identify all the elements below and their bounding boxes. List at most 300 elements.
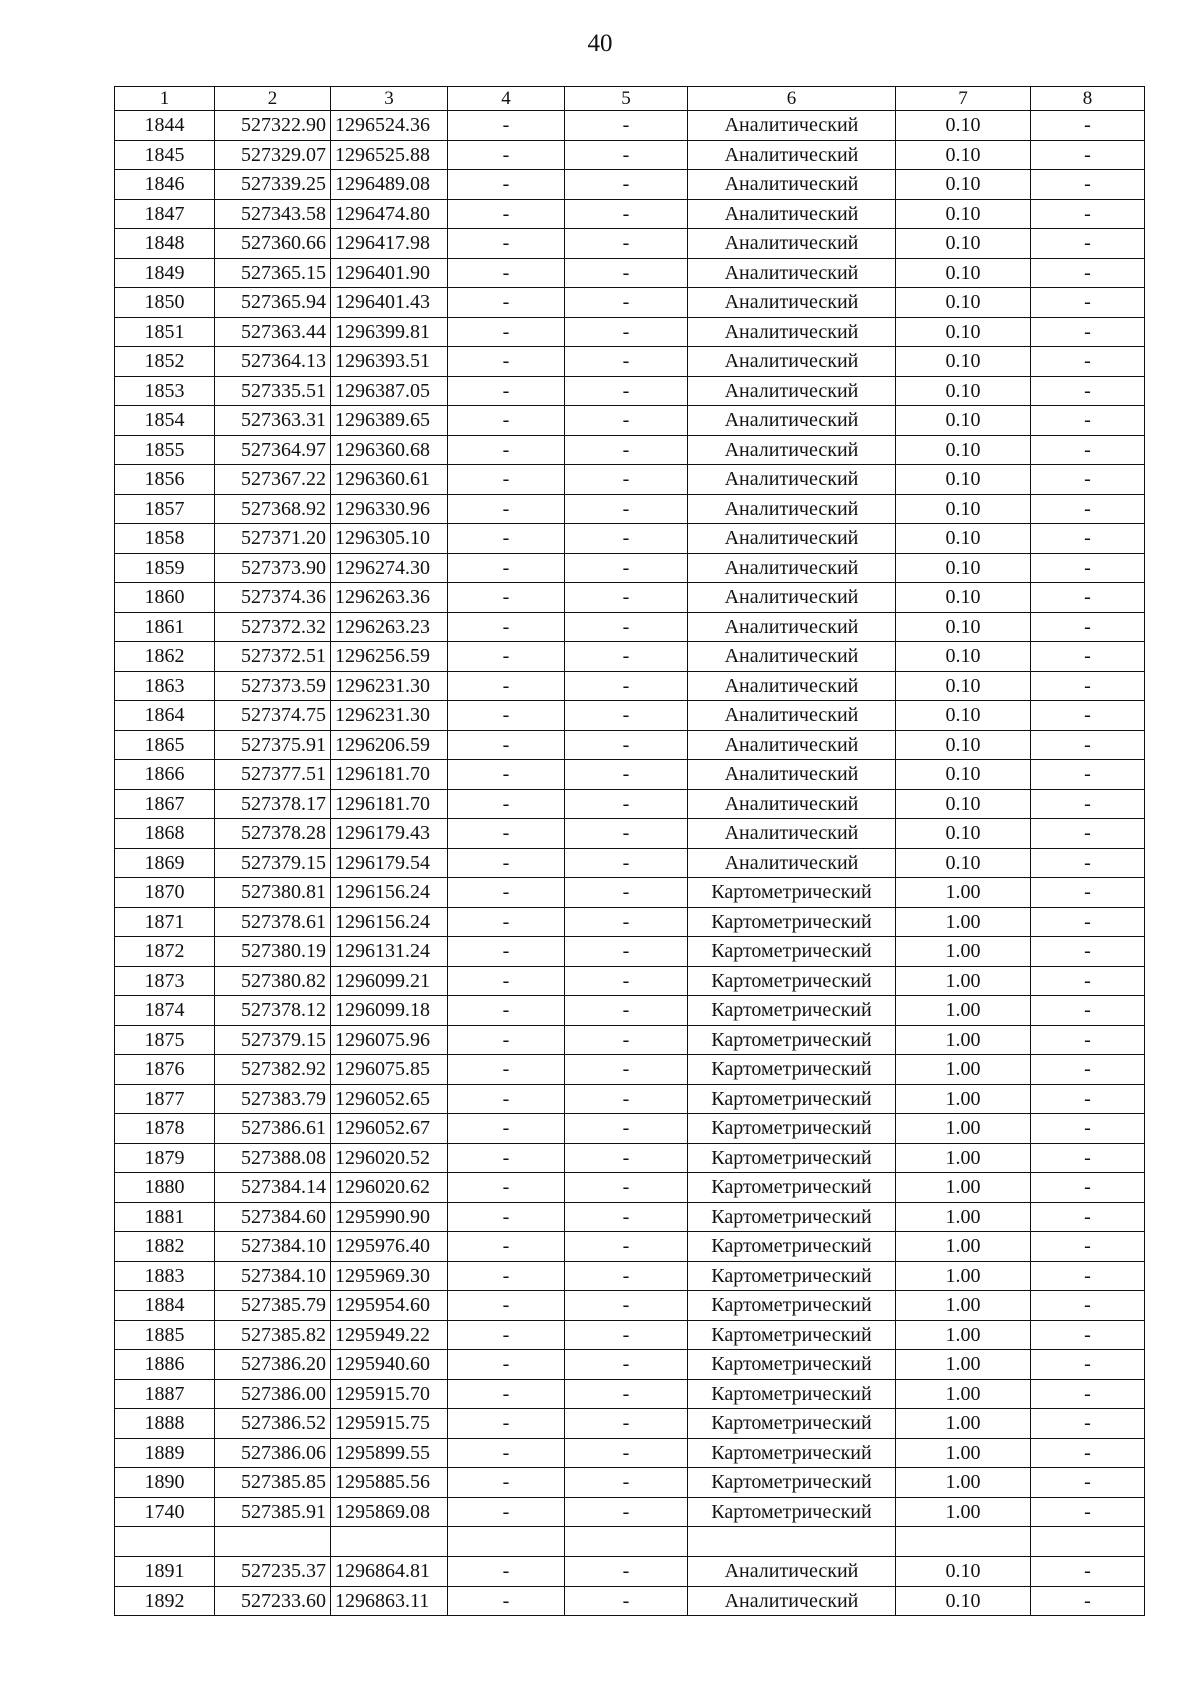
accuracy-cell: 1.00 <box>896 1114 1031 1144</box>
point-number-cell: 1878 <box>115 1114 215 1144</box>
column-8-cell: - <box>1031 288 1145 318</box>
column-5-cell: - <box>565 907 688 937</box>
column-8-cell: - <box>1031 996 1145 1026</box>
accuracy-cell: 0.10 <box>896 111 1031 141</box>
column-5-cell: - <box>565 878 688 908</box>
column-5-cell: - <box>565 376 688 406</box>
column-4-cell: - <box>448 1232 565 1262</box>
column-4-cell: - <box>448 199 565 229</box>
method-cell: Картометрический <box>688 1261 896 1291</box>
y-coordinate-cell: 1296399.81 <box>331 317 448 347</box>
column-8-cell: - <box>1031 435 1145 465</box>
table-row <box>115 1055 1145 1085</box>
table-row <box>115 524 1145 554</box>
accuracy-cell: 0.10 <box>896 701 1031 731</box>
point-number-cell: 1861 <box>115 612 215 642</box>
table-row <box>115 465 1145 495</box>
accuracy-cell: 0.10 <box>896 170 1031 200</box>
y-coordinate-cell: 1295940.60 <box>331 1350 448 1380</box>
column-8-cell: - <box>1031 701 1145 731</box>
accuracy-cell: 0.10 <box>896 524 1031 554</box>
column-4-cell: - <box>448 1438 565 1468</box>
column-8-cell: - <box>1031 199 1145 229</box>
point-number-cell: 1845 <box>115 140 215 170</box>
table-row <box>115 258 1145 288</box>
table-row <box>115 1173 1145 1203</box>
method-cell: Картометрический <box>688 1291 896 1321</box>
accuracy-cell: 0.10 <box>896 612 1031 642</box>
point-number-cell: 1886 <box>115 1350 215 1380</box>
y-coordinate-cell: 1296020.52 <box>331 1143 448 1173</box>
point-number-cell: 1855 <box>115 435 215 465</box>
x-coordinate-cell: 527322.90 <box>215 111 331 141</box>
method-cell: Аналитический <box>688 317 896 347</box>
column-8-cell: - <box>1031 1409 1145 1439</box>
y-coordinate-cell: 1296052.67 <box>331 1114 448 1144</box>
point-number-cell: 1875 <box>115 1025 215 1055</box>
column-8-cell: - <box>1031 789 1145 819</box>
column-header: 4 <box>448 87 565 111</box>
point-number-cell: 1856 <box>115 465 215 495</box>
column-4-cell: - <box>448 701 565 731</box>
method-cell: Аналитический <box>688 347 896 377</box>
accuracy-cell: 0.10 <box>896 258 1031 288</box>
y-coordinate-cell: 1296401.90 <box>331 258 448 288</box>
table-row <box>115 878 1145 908</box>
column-4-cell: - <box>448 258 565 288</box>
column-5-cell: - <box>565 140 688 170</box>
column-5-cell: - <box>565 1379 688 1409</box>
column-8-cell: - <box>1031 907 1145 937</box>
x-coordinate-cell: 527365.94 <box>215 288 331 318</box>
table-row <box>115 996 1145 1026</box>
column-4-cell: - <box>448 671 565 701</box>
method-cell: Аналитический <box>688 140 896 170</box>
accuracy-cell: 0.10 <box>896 789 1031 819</box>
column-8-cell: - <box>1031 465 1145 495</box>
table-row <box>115 1527 1145 1557</box>
accuracy-cell: 0.10 <box>896 583 1031 613</box>
y-coordinate-cell: 1296524.36 <box>331 111 448 141</box>
column-4-cell: - <box>448 848 565 878</box>
point-number-cell: 1858 <box>115 524 215 554</box>
column-5-cell: - <box>565 671 688 701</box>
point-number-cell: 1862 <box>115 642 215 672</box>
point-number-cell: 1876 <box>115 1055 215 1085</box>
method-cell: Аналитический <box>688 642 896 672</box>
accuracy-cell: 0.10 <box>896 1586 1031 1616</box>
x-coordinate-cell: 527373.59 <box>215 671 331 701</box>
column-5-cell: - <box>565 1468 688 1498</box>
table-row <box>115 347 1145 377</box>
column-5-cell: - <box>565 1557 688 1587</box>
column-5-cell: - <box>565 996 688 1026</box>
column-8-cell: - <box>1031 229 1145 259</box>
x-coordinate-cell: 527380.81 <box>215 878 331 908</box>
accuracy-cell: 1.00 <box>896 1261 1031 1291</box>
method-cell: Аналитический <box>688 760 896 790</box>
y-coordinate-cell: 1296206.59 <box>331 730 448 760</box>
point-number-cell: 1884 <box>115 1291 215 1321</box>
accuracy-cell: 1.00 <box>896 1468 1031 1498</box>
column-4-cell: - <box>448 1320 565 1350</box>
column-5-cell: - <box>565 406 688 436</box>
table-row <box>115 1320 1145 1350</box>
x-coordinate-cell: 527368.92 <box>215 494 331 524</box>
accuracy-cell: 0.10 <box>896 347 1031 377</box>
x-coordinate-cell: 527385.79 <box>215 1291 331 1321</box>
accuracy-cell: 1.00 <box>896 1025 1031 1055</box>
accuracy-cell: 1.00 <box>896 1350 1031 1380</box>
y-coordinate-cell: 1296393.51 <box>331 347 448 377</box>
column-5-cell: - <box>565 229 688 259</box>
x-coordinate-cell: 527384.10 <box>215 1261 331 1291</box>
column-8-cell: - <box>1031 1173 1145 1203</box>
column-4-cell: - <box>448 642 565 672</box>
column-8-cell: - <box>1031 760 1145 790</box>
x-coordinate-cell: 527235.37 <box>215 1557 331 1587</box>
point-number-cell: 1867 <box>115 789 215 819</box>
column-5-cell: - <box>565 1173 688 1203</box>
method-cell: Аналитический <box>688 199 896 229</box>
point-number-cell: 1740 <box>115 1497 215 1527</box>
column-8-cell: - <box>1031 1586 1145 1616</box>
point-number-cell: 1860 <box>115 583 215 613</box>
y-coordinate-cell: 1295949.22 <box>331 1320 448 1350</box>
point-number-cell: 1889 <box>115 1438 215 1468</box>
table-row <box>115 1468 1145 1498</box>
column-4-cell: - <box>448 878 565 908</box>
column-4-cell: - <box>448 1497 565 1527</box>
column-4-cell: - <box>448 1202 565 1232</box>
accuracy-cell: 1.00 <box>896 1320 1031 1350</box>
point-number-cell: 1877 <box>115 1084 215 1114</box>
column-8-cell: - <box>1031 583 1145 613</box>
x-coordinate-cell: 527386.00 <box>215 1379 331 1409</box>
y-coordinate-cell: 1296156.24 <box>331 878 448 908</box>
accuracy-cell: 0.10 <box>896 819 1031 849</box>
table-row <box>115 1025 1145 1055</box>
column-8-cell: - <box>1031 1291 1145 1321</box>
x-coordinate-cell: 527386.20 <box>215 1350 331 1380</box>
column-5-cell: - <box>565 524 688 554</box>
method-cell: Аналитический <box>688 553 896 583</box>
table-row <box>115 1291 1145 1321</box>
accuracy-cell: 0.10 <box>896 435 1031 465</box>
point-number-cell: 1881 <box>115 1202 215 1232</box>
table-row <box>115 170 1145 200</box>
column-5-cell: - <box>565 317 688 347</box>
y-coordinate-cell: 1296256.59 <box>331 642 448 672</box>
column-5-cell: - <box>565 1438 688 1468</box>
method-cell: Картометрический <box>688 1232 896 1262</box>
accuracy-cell: 1.00 <box>896 1055 1031 1085</box>
point-number-cell: 1885 <box>115 1320 215 1350</box>
column-4-cell: - <box>448 317 565 347</box>
method-cell: Аналитический <box>688 494 896 524</box>
y-coordinate-cell: 1295954.60 <box>331 1291 448 1321</box>
column-5-cell: - <box>565 1409 688 1439</box>
table-row <box>115 199 1145 229</box>
accuracy-cell: 1.00 <box>896 1173 1031 1203</box>
x-coordinate-cell: 527379.15 <box>215 848 331 878</box>
table-row <box>115 848 1145 878</box>
point-number-cell: 1849 <box>115 258 215 288</box>
y-coordinate-cell: 1296305.10 <box>331 524 448 554</box>
column-4-cell: - <box>448 760 565 790</box>
column-4-cell: - <box>448 1350 565 1380</box>
accuracy-cell: 0.10 <box>896 229 1031 259</box>
x-coordinate-cell: 527363.31 <box>215 406 331 436</box>
column-8-cell: - <box>1031 848 1145 878</box>
x-coordinate-cell: 527384.14 <box>215 1173 331 1203</box>
accuracy-cell: 1.00 <box>896 1084 1031 1114</box>
accuracy-cell: 0.10 <box>896 406 1031 436</box>
column-4-cell: - <box>448 1114 565 1144</box>
column-5-cell: - <box>565 937 688 967</box>
point-number-cell: 1857 <box>115 494 215 524</box>
column-4-cell: - <box>448 170 565 200</box>
y-coordinate-cell: 1295969.30 <box>331 1261 448 1291</box>
accuracy-cell: 1.00 <box>896 1409 1031 1439</box>
x-coordinate-cell: 527372.51 <box>215 642 331 672</box>
column-4-cell: - <box>448 553 565 583</box>
column-5-cell: - <box>565 1025 688 1055</box>
point-number-cell: 1892 <box>115 1586 215 1616</box>
accuracy-cell: 1.00 <box>896 1291 1031 1321</box>
point-number-cell: 1891 <box>115 1557 215 1587</box>
y-coordinate-cell: 1296156.24 <box>331 907 448 937</box>
point-number-cell: 1864 <box>115 701 215 731</box>
x-coordinate-cell: 527364.97 <box>215 435 331 465</box>
column-5-cell: - <box>565 1291 688 1321</box>
column-5-cell: - <box>565 258 688 288</box>
column-8-cell: - <box>1031 1025 1145 1055</box>
point-number-cell: 1868 <box>115 819 215 849</box>
point-number-cell: 1874 <box>115 996 215 1026</box>
point-number-cell: 1888 <box>115 1409 215 1439</box>
point-number-cell: 1870 <box>115 878 215 908</box>
y-coordinate-cell: 1296387.05 <box>331 376 448 406</box>
method-cell: Аналитический <box>688 170 896 200</box>
column-8-cell: - <box>1031 878 1145 908</box>
accuracy-cell <box>896 1527 1031 1557</box>
y-coordinate-cell: 1296099.18 <box>331 996 448 1026</box>
column-8-cell: - <box>1031 1379 1145 1409</box>
table-row <box>115 671 1145 701</box>
method-cell: Аналитический <box>688 258 896 288</box>
accuracy-cell: 1.00 <box>896 937 1031 967</box>
accuracy-cell: 0.10 <box>896 730 1031 760</box>
table-row <box>115 1409 1145 1439</box>
x-coordinate-cell: 527374.75 <box>215 701 331 731</box>
method-cell: Картометрический <box>688 1350 896 1380</box>
method-cell: Картометрический <box>688 1497 896 1527</box>
accuracy-cell: 0.10 <box>896 642 1031 672</box>
column-4-cell: - <box>448 1468 565 1498</box>
x-coordinate-cell: 527380.82 <box>215 966 331 996</box>
column-5-cell: - <box>565 612 688 642</box>
column-5-cell: - <box>565 553 688 583</box>
table-row <box>115 1084 1145 1114</box>
x-coordinate-cell: 527374.36 <box>215 583 331 613</box>
point-number-cell: 1854 <box>115 406 215 436</box>
x-coordinate-cell: 527388.08 <box>215 1143 331 1173</box>
method-cell: Аналитический <box>688 1557 896 1587</box>
y-coordinate-cell: 1296863.11 <box>331 1586 448 1616</box>
column-4-cell: - <box>448 1379 565 1409</box>
column-5-cell: - <box>565 1084 688 1114</box>
y-coordinate-cell: 1295869.08 <box>331 1497 448 1527</box>
table-row <box>115 140 1145 170</box>
column-5-cell: - <box>565 583 688 613</box>
column-4-cell: - <box>448 406 565 436</box>
table-row <box>115 1261 1145 1291</box>
column-8-cell: - <box>1031 347 1145 377</box>
accuracy-cell: 1.00 <box>896 878 1031 908</box>
y-coordinate-cell: 1295915.70 <box>331 1379 448 1409</box>
table-row <box>115 937 1145 967</box>
point-number-cell: 1863 <box>115 671 215 701</box>
method-cell: Аналитический <box>688 583 896 613</box>
x-coordinate-cell: 527377.51 <box>215 760 331 790</box>
x-coordinate-cell: 527364.13 <box>215 347 331 377</box>
column-8-cell: - <box>1031 406 1145 436</box>
column-5-cell <box>565 1527 688 1557</box>
method-cell: Аналитический <box>688 789 896 819</box>
column-4-cell: - <box>448 140 565 170</box>
method-cell: Аналитический <box>688 288 896 318</box>
column-header: 1 <box>115 87 215 111</box>
table-row <box>115 907 1145 937</box>
point-number-cell: 1890 <box>115 1468 215 1498</box>
column-8-cell: - <box>1031 1557 1145 1587</box>
column-4-cell: - <box>448 1291 565 1321</box>
method-cell: Картометрический <box>688 1438 896 1468</box>
x-coordinate-cell: 527378.28 <box>215 819 331 849</box>
table-row <box>115 406 1145 436</box>
point-number-cell <box>115 1527 215 1557</box>
method-cell: Аналитический <box>688 524 896 554</box>
column-8-cell: - <box>1031 730 1145 760</box>
y-coordinate-cell: 1296864.81 <box>331 1557 448 1587</box>
x-coordinate-cell: 527339.25 <box>215 170 331 200</box>
accuracy-cell: 1.00 <box>896 966 1031 996</box>
x-coordinate-cell: 527383.79 <box>215 1084 331 1114</box>
column-4-cell: - <box>448 229 565 259</box>
method-cell: Аналитический <box>688 671 896 701</box>
column-4-cell: - <box>448 1586 565 1616</box>
table-row <box>115 1497 1145 1527</box>
point-number-cell: 1871 <box>115 907 215 937</box>
table-row <box>115 583 1145 613</box>
table-row <box>115 1557 1145 1587</box>
table-row <box>115 1379 1145 1409</box>
y-coordinate-cell: 1296020.62 <box>331 1173 448 1203</box>
column-header: 3 <box>331 87 448 111</box>
column-8-cell: - <box>1031 937 1145 967</box>
method-cell: Аналитический <box>688 376 896 406</box>
y-coordinate-cell: 1296179.54 <box>331 848 448 878</box>
accuracy-cell: 1.00 <box>896 1438 1031 1468</box>
column-4-cell: - <box>448 937 565 967</box>
accuracy-cell: 0.10 <box>896 465 1031 495</box>
y-coordinate-cell: 1296181.70 <box>331 789 448 819</box>
column-5-cell: - <box>565 1350 688 1380</box>
x-coordinate-cell: 527385.85 <box>215 1468 331 1498</box>
column-8-cell: - <box>1031 671 1145 701</box>
table-body <box>115 111 1145 1616</box>
method-cell: Картометрический <box>688 1468 896 1498</box>
point-number-cell: 1883 <box>115 1261 215 1291</box>
accuracy-cell: 1.00 <box>896 907 1031 937</box>
accuracy-cell: 0.10 <box>896 1557 1031 1587</box>
column-8-cell: - <box>1031 819 1145 849</box>
column-4-cell: - <box>448 1173 565 1203</box>
column-8-cell: - <box>1031 1497 1145 1527</box>
table-row <box>115 376 1145 406</box>
y-coordinate-cell: 1296274.30 <box>331 553 448 583</box>
column-8-cell <box>1031 1527 1145 1557</box>
y-coordinate-cell: 1296075.96 <box>331 1025 448 1055</box>
column-5-cell: - <box>565 347 688 377</box>
y-coordinate-cell: 1295990.90 <box>331 1202 448 1232</box>
point-number-cell: 1850 <box>115 288 215 318</box>
column-header: 2 <box>215 87 331 111</box>
table-row <box>115 229 1145 259</box>
column-8-cell: - <box>1031 524 1145 554</box>
y-coordinate-cell: 1296231.30 <box>331 671 448 701</box>
column-4-cell: - <box>448 1055 565 1085</box>
method-cell: Картометрический <box>688 1173 896 1203</box>
table-row <box>115 1232 1145 1262</box>
x-coordinate-cell: 527378.61 <box>215 907 331 937</box>
column-5-cell: - <box>565 642 688 672</box>
method-cell: Аналитический <box>688 701 896 731</box>
column-8-cell: - <box>1031 1261 1145 1291</box>
column-8-cell: - <box>1031 111 1145 141</box>
column-5-cell: - <box>565 170 688 200</box>
table-row <box>115 435 1145 465</box>
accuracy-cell: 1.00 <box>896 1497 1031 1527</box>
x-coordinate-cell: 527386.06 <box>215 1438 331 1468</box>
x-coordinate-cell: 527384.60 <box>215 1202 331 1232</box>
column-header: 7 <box>896 87 1031 111</box>
method-cell: Аналитический <box>688 111 896 141</box>
y-coordinate-cell: 1295976.40 <box>331 1232 448 1262</box>
table-row <box>115 1202 1145 1232</box>
coordinates-table <box>114 86 1145 1616</box>
point-number-cell: 1848 <box>115 229 215 259</box>
y-coordinate-cell: 1296401.43 <box>331 288 448 318</box>
y-coordinate-cell: 1296263.23 <box>331 612 448 642</box>
table-row <box>115 701 1145 731</box>
method-cell: Аналитический <box>688 406 896 436</box>
column-4-cell: - <box>448 494 565 524</box>
x-coordinate-cell: 527371.20 <box>215 524 331 554</box>
column-8-cell: - <box>1031 1438 1145 1468</box>
method-cell: Картометрический <box>688 1084 896 1114</box>
column-4-cell: - <box>448 583 565 613</box>
column-5-cell: - <box>565 848 688 878</box>
y-coordinate-cell: 1296389.65 <box>331 406 448 436</box>
method-cell: Картометрический <box>688 1143 896 1173</box>
column-8-cell: - <box>1031 258 1145 288</box>
x-coordinate-cell: 527375.91 <box>215 730 331 760</box>
accuracy-cell: 0.10 <box>896 288 1031 318</box>
column-4-cell: - <box>448 1409 565 1439</box>
column-8-cell: - <box>1031 1114 1145 1144</box>
